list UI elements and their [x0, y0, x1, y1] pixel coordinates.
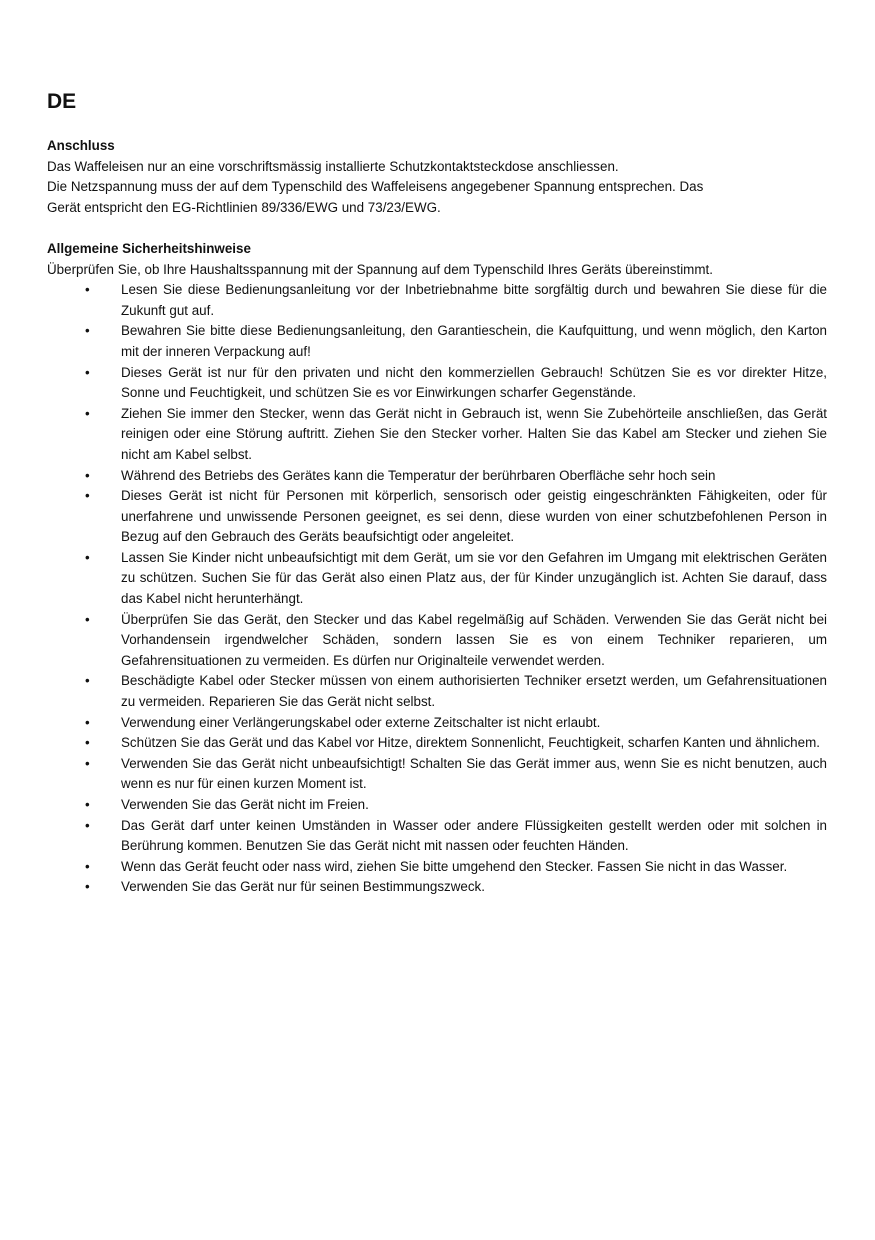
safety-list-item	[47, 466, 827, 487]
safety-list-item	[47, 713, 827, 734]
bullet-icon: •	[85, 673, 90, 689]
safety-list-item	[47, 548, 827, 610]
safety-list-item	[47, 486, 827, 548]
safety-section	[47, 239, 827, 898]
safety-list-item	[47, 610, 827, 672]
safety-list-item	[47, 857, 827, 878]
bullet-icon: •	[85, 364, 90, 380]
connection-line: Das Waffeleisen nur an eine vorschriftsmässig installierte Schutzkontaktsteckdose anschliessen.	[47, 158, 619, 174]
bullet-icon: •	[85, 282, 90, 298]
bullet-icon: •	[85, 858, 90, 874]
safety-item-text: Beschädigte Kabel oder Stecker müssen von einem authorisierten Techniker ersetzt werden, um Gefahrensituationen zu vermeiden. Reparieren Sie das Gerät nicht selbst.	[121, 673, 827, 710]
safety-item-text: Dieses Gerät ist nur für den privaten und nicht den kommerziellen Gebrauch! Schützen Sie es vor direkter Hitze, Sonne und Feuchtigkeit, und schützen Sie es vor Einwirkungen scharfer Gegenstände.	[121, 364, 827, 401]
safety-list	[47, 280, 827, 898]
section-spacer	[47, 218, 827, 239]
safety-item-text: Überprüfen Sie das Gerät, den Stecker und das Kabel regelmäßig auf Schäden. Verwenden Sie das Gerät nicht bei Vorhandensein irgendwelcher Schäden, sondern lassen Sie es von einem Techniker reparieren, um Gefahrensituationen zu vermeiden. Es dürfen nur Originalteile verwendet werden.	[121, 611, 827, 668]
language-title: DE	[47, 90, 77, 113]
safety-list-item	[47, 404, 827, 466]
safety-list-item	[47, 321, 827, 362]
safety-list-item	[47, 877, 827, 898]
bullet-icon: •	[85, 817, 90, 833]
safety-list-item	[47, 733, 827, 754]
safety-item-text: Verwendung einer Verlängerungskabel oder externe Zeitschalter ist nicht erlaubt.	[121, 714, 601, 730]
safety-item-text: Dieses Gerät ist nicht für Personen mit körperlich, sensorisch oder geistig eingeschränkten Fähigkeiten, oder für unerfahrene und unwissende Personen geeignet, es sei denn, diese wurden von einer schutzbefohlenen Person in Bezug auf den Gebrauch des Geräts beaufsichtigt oder angeleitet.	[121, 488, 827, 545]
bullet-icon: •	[85, 735, 90, 751]
safety-item-text: Schützen Sie das Gerät und das Kabel vor Hitze, direktem Sonnenlicht, Feuchtigkeit, scharfen Kanten und ähnlichem.	[121, 735, 820, 751]
connection-line: Die Netzspannung muss der auf dem Typenschild des Waffeleisens angegebener Spannung entsprechen. Das	[47, 179, 704, 195]
safety-list-item	[47, 363, 827, 404]
safety-item-text: Während des Betriebs des Gerätes kann die Temperatur der berührbaren Oberfläche sehr hoch sein	[121, 467, 716, 483]
safety-list-item	[47, 816, 827, 857]
safety-item-text: Bewahren Sie bitte diese Bedienungsanleitung, den Garantieschein, die Kaufquittung, und wenn möglich, den Karton mit der inneren Verpackung auf!	[121, 323, 827, 359]
bullet-icon: •	[85, 755, 90, 771]
bullet-icon: •	[85, 405, 90, 421]
connection-heading: Anschluss	[47, 138, 115, 153]
safety-list-item	[47, 754, 827, 795]
connection-section	[47, 136, 827, 218]
safety-item-text: Lesen Sie diese Bedienungsanleitung vor der Inbetriebnahme bitte sorgfältig durch und bewahren Sie diese für die Zukunft gut auf.	[121, 282, 827, 318]
safety-item-text: Ziehen Sie immer den Stecker, wenn das Gerät nicht in Gebrauch ist, wenn Sie Zubehörteile anschließen, das Gerät reinigen oder eine Störung auftritt. Ziehen Sie den Stecker vorher. Halten Sie das Kabel am Stecker und ziehen Sie nicht am Kabel selbst.	[121, 405, 827, 462]
safety-item-text: Lassen Sie Kinder nicht unbeaufsichtigt mit dem Gerät, um sie vor den Gefahren im Umgang mit elektrischen Geräten zu schützen. Suchen Sie für das Gerät also einen Platz aus, der für Kinder unzugänglich ist. Achten Sie darauf, dass das Kabel nicht herunterhängt.	[121, 549, 827, 607]
connection-line: Gerät entspricht den EG-Richtlinien 89/336/EWG und 73/23/EWG.	[47, 199, 441, 215]
bullet-icon: •	[85, 467, 90, 483]
bullet-icon: •	[85, 611, 90, 627]
bullet-icon: •	[85, 323, 90, 339]
bullet-icon: •	[85, 879, 90, 895]
safety-intro: Überprüfen Sie, ob Ihre Haushaltsspannung mit der Spannung auf dem Typenschild Ihres Geräts übereinstimmt.	[47, 261, 713, 277]
document-page	[47, 88, 827, 898]
safety-item-text: Das Gerät darf unter keinen Umständen in Wasser oder andere Flüssigkeiten gestellt werden oder mit solchen in Berührung kommen. Benutzen Sie das Gerät nicht mit nassen oder feuchten Händen.	[121, 817, 827, 854]
safety-item-text: Verwenden Sie das Gerät nicht unbeaufsichtigt! Schalten Sie das Gerät immer aus, wenn Sie es nicht benutzen, auch wenn es nur für einen kurzen Moment ist.	[121, 755, 827, 792]
bullet-icon: •	[85, 797, 90, 812]
safety-list-item	[47, 795, 827, 816]
safety-list-item	[47, 280, 827, 321]
bullet-icon: •	[85, 549, 90, 565]
safety-item-text: Verwenden Sie das Gerät nicht im Freien.	[121, 797, 369, 812]
bullet-icon: •	[85, 714, 90, 730]
safety-item-text: Verwenden Sie das Gerät nur für seinen Bestimmungszweck.	[121, 879, 485, 895]
bullet-icon: •	[85, 488, 90, 504]
safety-item-text: Wenn das Gerät feucht oder nass wird, ziehen Sie bitte umgehend den Stecker. Fassen Sie nicht in das Wasser.	[121, 858, 788, 874]
safety-heading: Allgemeine Sicherheitshinweise	[47, 240, 251, 256]
safety-list-item	[47, 671, 827, 712]
